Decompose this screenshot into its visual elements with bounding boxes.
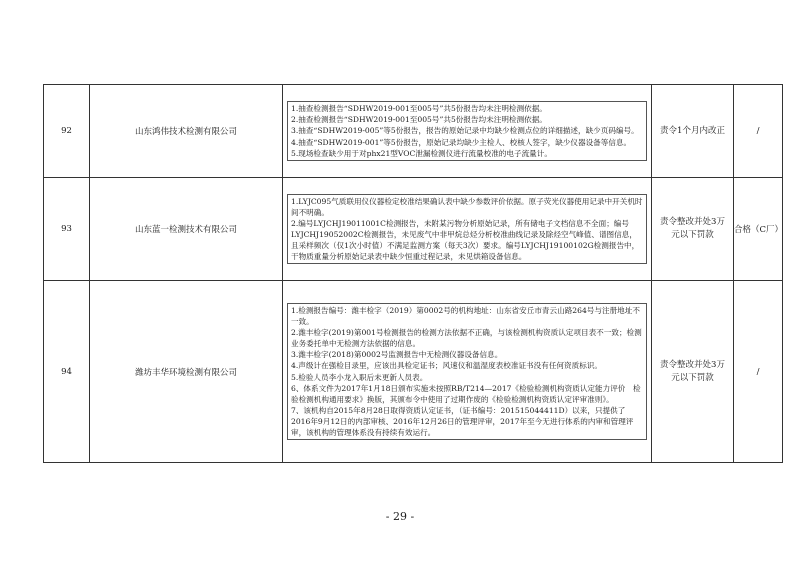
penalty-cell: 责令整改并处3万元以下罚款 bbox=[652, 281, 734, 463]
issues-text: 1.LYJC095气质联用仪仪器检定校准结果确认表中缺少参数评价依据。原子荧光仪器使用记录中开关机时间不明确。 2.编号LYJCHJ19011001C检测报告，未附某污物分析原始记录，所有储电子文档信息不全面；编号LYJCHJ19052002C检测报告，未见废气中非甲烷总烃分析校准曲线记录及除烃空气峰值、谱图信息，且采样频次（仅1次小时值）不满足监测方案（每天3次）要求。编号LYJCHJ19100102G检测报告中，干物质重量分析原始记录表中缺少恒重过程记录，未见烘箱设备信息。 bbox=[291, 196, 643, 262]
penalty-cell: 责令1个月内改正 bbox=[652, 85, 734, 178]
result-cell: 合格（C厂） bbox=[734, 178, 783, 281]
inspection-results-table bbox=[43, 84, 783, 463]
organization-name: 山东鸿伟技术检测有限公司 bbox=[90, 85, 283, 178]
row-number: 94 bbox=[44, 281, 90, 463]
issues-text: 1.检测报告编号：潍丰检字（2019）第0002号的机构地址：山东省安丘市青云山路264号与注册地址不一致。 2.潍丰检字(2019)第001号检测报告的检测方法依据不正确，与该检测机构资质认定项目表不一致；检测业务委托单中无检测方法依据的信息。 3.潍丰检字(2018)第0002号监测报告中无检测仪器设备信息。 4.声级计在强检目录里，应该出具检定证书；风速仪和温湿度表校准证书没有任何资质标识。 5.检验人员李小龙入职后未更新人员表。 6、体系文件为2017年1月18日颁布实施未按照RB/T214—2017《检验检测机构资质认定能力评价 检验检测机构通用要求》换版，其颁布令中使用了过期作废的《检验检测机构资质认定评审准则》。 7、该机构自2015年8月28日取得资质认定证书，（证书编号：201515044411D）以来，只提供了2016年9月12日的内部审核、2016年12月26日的管理评审，2017年至今无进行体系的内审和管理评审，该机构的管理体系没有持续有效运行。 bbox=[291, 305, 642, 437]
penalty-cell: 责令整改并处3万元以下罚款 bbox=[652, 178, 734, 281]
result-cell: / bbox=[734, 85, 783, 178]
row-number: 92 bbox=[44, 85, 90, 178]
issues-text: 1.抽查检测报告“SDHW2019-001至005号”共5份报告均未注明检测依据。 2.抽查检测报告“SDHW2019-001至005号”共5份报告均未注明检测依据。 3.抽查“SDHW2019-005”等5份报告，报告的原始记录中均缺少检测点位的详细描述，缺少页码编号。 4.抽查“SDHW2019-001”等5份报告，原始记录均缺少主检人、校核人签字，缺少仪器设备等信息。 5.现场检查缺少用于对phx21型VOC泄漏检测仪进行流量校准的电子流量计。 bbox=[291, 104, 639, 158]
table-row bbox=[44, 178, 783, 281]
row-number: 93 bbox=[44, 178, 90, 281]
page-number: - 29 - bbox=[385, 510, 415, 523]
issues-cell bbox=[283, 178, 652, 281]
issues-cell bbox=[283, 85, 652, 178]
organization-name: 山东蓝一检测技术有限公司 bbox=[90, 178, 283, 281]
organization-name: 潍坊丰华环境检测有限公司 bbox=[90, 281, 283, 463]
result-cell: / bbox=[734, 281, 783, 463]
table-row bbox=[44, 85, 783, 178]
table-row bbox=[44, 281, 783, 463]
issues-cell bbox=[283, 281, 652, 463]
